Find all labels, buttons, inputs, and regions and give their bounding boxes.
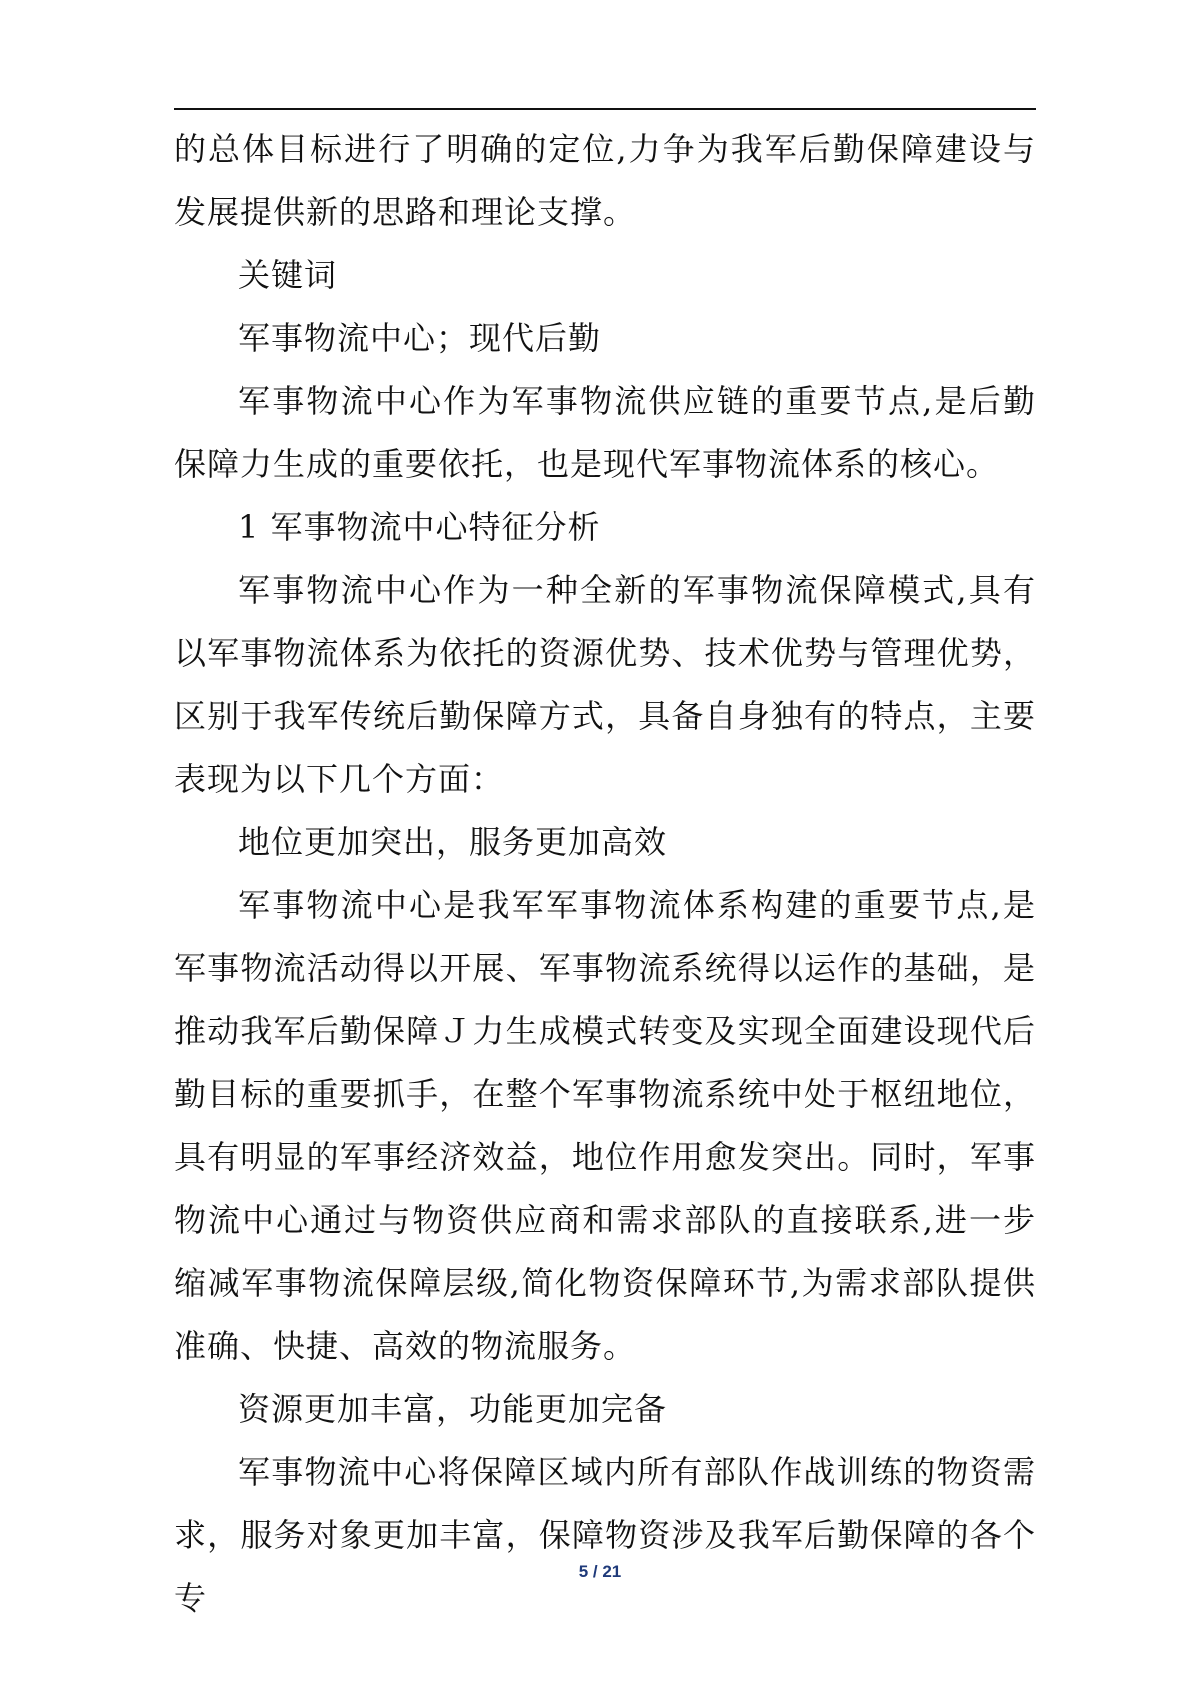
paragraph-status: 军事物流中心是我军军事物流体系构建的重要节点,是军事物流活动得以开展、军事物流系统得以运作的基础，是推动我军后勤保障Ｊ力生成模式转变及实现全面建设现代后勤目标的重要抓手，在整个军事物流系统中处于枢纽地位，具有明显的军事经济效益，地位作用愈发突出。同时，军事物流中心通过与物资供应商和需求部队的直接联系,进一步缩减军事物流保障层级,简化物资保障环节,为需求部队提供准确、快捷、高效的物流服务。 [174, 886, 1036, 1365]
keywords-list: 军事物流中心；现代后勤 [238, 319, 602, 357]
paragraph-resources: 军事物流中心将保障区域内所有部队作战训练的物资需求，服务对象更加丰富，保障物资涉及我军后勤保障的各个专 [174, 1453, 1036, 1617]
page-number: 5 / 21 [578, 1562, 622, 1581]
subheading-resources: 资源更加丰富，功能更加完备 [238, 1390, 668, 1428]
subheading-status: 地位更加突出，服务更加高效 [238, 823, 668, 861]
paragraph-continuation: 的总体目标进行了明确的定位,力争为我军后勤保障建设与发展提供新的思路和理论支撑。 [174, 130, 1036, 231]
header-rule [174, 108, 1036, 110]
keywords-heading: 关键词 [238, 256, 338, 294]
paragraph-intro: 军事物流中心作为军事物流供应链的重要节点,是后勤保障力生成的重要依托，也是现代军事物流体系的核心。 [174, 382, 1036, 483]
section-heading-1: 1 军事物流中心特征分析 [238, 508, 601, 546]
document-body [174, 118, 1036, 1630]
paragraph-section-1: 军事物流中心作为一种全新的军事物流保障模式,具有以军事物流体系为依托的资源优势、技术优势与管理优势，区别于我军传统后勤保障方式，具备自身独有的特点，主要表现为以下几个方面： [174, 571, 1036, 798]
